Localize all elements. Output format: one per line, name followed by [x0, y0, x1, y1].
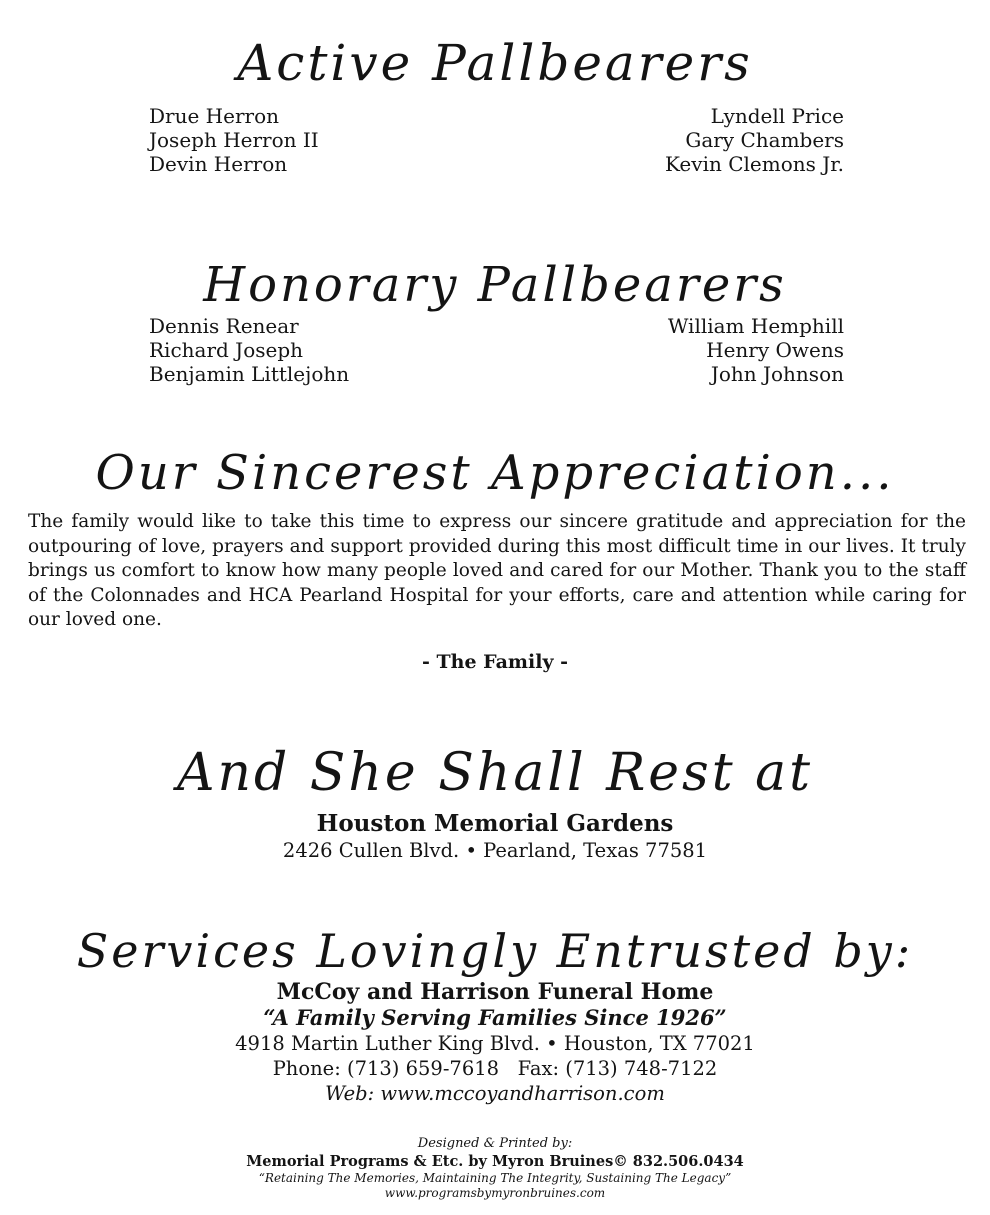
interment-heading: And She Shall Rest at [176, 743, 814, 803]
list-item: Gary Chambers [685, 128, 844, 152]
list-item: Joseph Herron II [149, 128, 319, 152]
funeral-home-slogan: “A Family Serving Families Since 1926” [263, 1005, 727, 1030]
funeral-home-name: McCoy and Harrison Funeral Home [276, 979, 714, 1005]
list-item: Devin Herron [149, 152, 288, 176]
funeral-home-address: 4918 Martin Luther King Blvd. • Houston, TX 77021 [235, 1032, 755, 1055]
cemetery-address: 2426 Cullen Blvd. • Pearland, Texas 77581 [282, 839, 708, 862]
printer-tagline: “Retaining The Memories, Maintaining The Integrity, Sustaining The Legacy” [258, 1171, 732, 1185]
list-item: Drue Herron [149, 104, 279, 128]
designed-by-label: Designed & Printed by: [417, 1136, 573, 1151]
list-item: William Hemphill [667, 314, 844, 338]
list-item: Henry Owens [706, 338, 844, 362]
family-signature: - The Family - [422, 651, 568, 673]
funeral-home-website[interactable]: Web: www.mccoyandharrison.com [325, 1082, 665, 1105]
honorary-pallbearers-heading: Honorary Pallbearers [203, 257, 787, 313]
active-pallbearers-right-list [665, 104, 844, 176]
active-pallbearers-heading: Active Pallbearers [237, 34, 753, 92]
printer-website[interactable]: www.programsbymyronbruines.com [384, 1186, 606, 1200]
list-item: John Johnson [710, 362, 844, 386]
services-heading: Services Lovingly Entrusted by: [76, 924, 914, 978]
funeral-home-phone-fax: Phone: (713) 659-7618 Fax: (713) 748-7122 [272, 1057, 718, 1080]
printer-company: Memorial Programs & Etc. by Myron Bruines© 832.506.0434 [246, 1153, 744, 1170]
honorary-pallbearers-left-list [149, 314, 349, 386]
list-item: Dennis Renear [149, 314, 299, 338]
cemetery-name: Houston Memorial Gardens [316, 810, 674, 837]
active-pallbearers-left-list [149, 104, 319, 176]
appreciation-heading: Our Sincerest Appreciation... [95, 445, 895, 501]
list-item: Richard Joseph [149, 338, 304, 362]
appreciation-text: The family would like to take this time to express our sincere gratitude and appreciation for the outpouring of love, prayers and support provided during this most difficult time in our lives. It truly brings us comfort to know how many people loved and cared for our Mother. Thank you to the staff of the Colonnades and HCA Pearland Hospital for your efforts, care and attention while caring for our loved one. [28, 511, 966, 630]
list-item: Benjamin Littlejohn [149, 362, 350, 386]
list-item: Lyndell Price [710, 104, 844, 128]
list-item: Kevin Clemons Jr. [665, 152, 844, 176]
honorary-pallbearers-right-list [668, 314, 844, 386]
